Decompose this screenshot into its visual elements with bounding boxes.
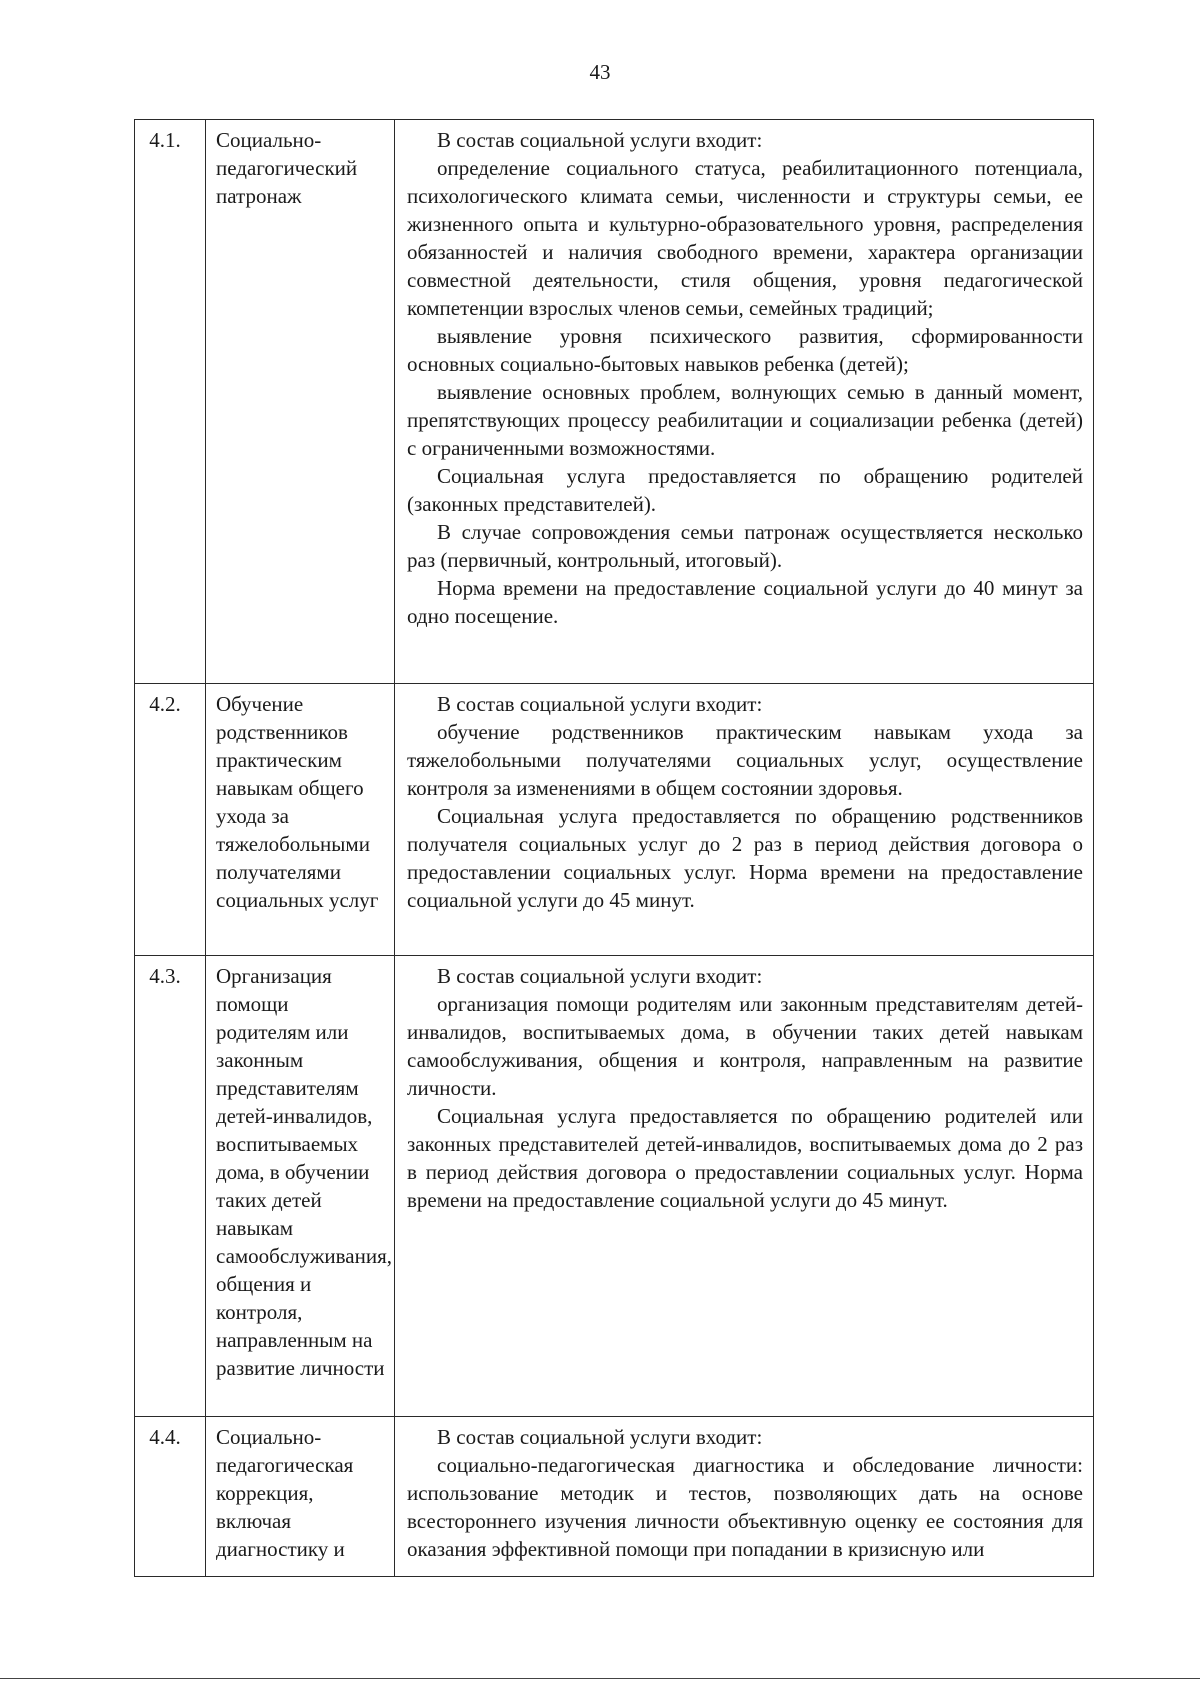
row-number: 4.4. <box>135 1417 206 1577</box>
description-paragraph: Социальная услуга предоставляется по обращению родителей (законных представителей). <box>407 464 1083 516</box>
description-paragraph: выявление уровня психического развития, сформированности основных социально-бытовых навыков ребенка (детей); <box>407 324 1083 376</box>
service-name: Социально-педагогический патронаж <box>206 120 395 684</box>
description-paragraph: Социальная услуга предоставляется по обращению родителей или законных представителей детей-инвалидов, воспитываемых дома до 2 раз в период действия договора о предоставлении социальных услуг. Норма времени на предоставление социальной услуги до 45 минут. <box>407 1104 1083 1212</box>
service-name: Социально-педагогическая коррекция, включая диагностику и <box>206 1417 395 1577</box>
table-row <box>135 120 1094 684</box>
page-bottom-divider <box>0 1678 1200 1679</box>
row-number: 4.2. <box>135 684 206 956</box>
description-paragraph: В состав социальной услуги входит: <box>437 692 763 716</box>
row-number: 4.3. <box>135 956 206 1417</box>
table-row <box>135 684 1094 956</box>
description-paragraph: организация помощи родителям или законным представителям детей-инвалидов, воспитываемых дома, в обучении таких детей навыкам самообслуживания, общения и контроля, направленным на развитие личности. <box>407 992 1083 1100</box>
table-row <box>135 1417 1094 1577</box>
service-description <box>395 120 1094 684</box>
services-table <box>134 119 1094 1577</box>
service-description <box>395 1417 1094 1577</box>
service-name: Обучение родственников практическим навыкам общего ухода за тяжелобольными получателями социальных услуг <box>206 684 395 956</box>
service-description <box>395 684 1094 956</box>
description-paragraph: Норма времени на предоставление социальной услуги до 40 минут за одно посещение. <box>407 576 1083 628</box>
description-paragraph: В состав социальной услуги входит: <box>437 128 763 152</box>
description-paragraph: обучение родственников практическим навыкам ухода за тяжелобольными получателями социальных услуг, осуществление контроля за изменениями в общем состоянии здоровья. <box>407 720 1083 800</box>
description-paragraph: выявление основных проблем, волнующих семью в данный момент, препятствующих процессу реабилитации и социализации ребенка (детей) с ограниченными возможностями. <box>407 380 1083 460</box>
description-paragraph: В состав социальной услуги входит: <box>437 1425 763 1449</box>
page-number: 43 <box>589 60 611 84</box>
description-paragraph: В состав социальной услуги входит: <box>437 964 763 988</box>
description-paragraph: социально-педагогическая диагностика и обследование личности: использование методик и тестов, позволяющих дать на основе всестороннего изучения личности объективную оценку ее состояния для оказания эффективной помощи при попадании в кризисную или <box>407 1453 1083 1561</box>
service-description <box>395 956 1094 1417</box>
row-number: 4.1. <box>135 120 206 684</box>
description-paragraph: определение социального статуса, реабилитационного потенциала, психологического климата семьи, численности и структуры семьи, ее жизненного опыта и культурно-образовательного уровня, распределения обязанностей и наличия свободного времени, характера организации совместной деятельности, стиля общения, уровня педагогической компетенции взрослых членов семьи, семейных традиций; <box>407 156 1083 320</box>
description-paragraph: В случае сопровождения семьи патронаж осуществляется несколько раз (первичный, контрольный, итоговый). <box>407 520 1083 572</box>
service-name: Организация помощи родителям или законным представителям детей-инвалидов, воспитываемых дома, в обучении таких детей навыкам самообслуживания, общения и контроля, направленным на развитие личности <box>206 956 395 1417</box>
table-row <box>135 956 1094 1417</box>
description-paragraph: Социальная услуга предоставляется по обращению родственников получателя социальных услуг до 2 раз в период действия договора о предоставлении социальных услуг. Норма времени на предоставление социальной услуги до 45 минут. <box>407 804 1083 912</box>
